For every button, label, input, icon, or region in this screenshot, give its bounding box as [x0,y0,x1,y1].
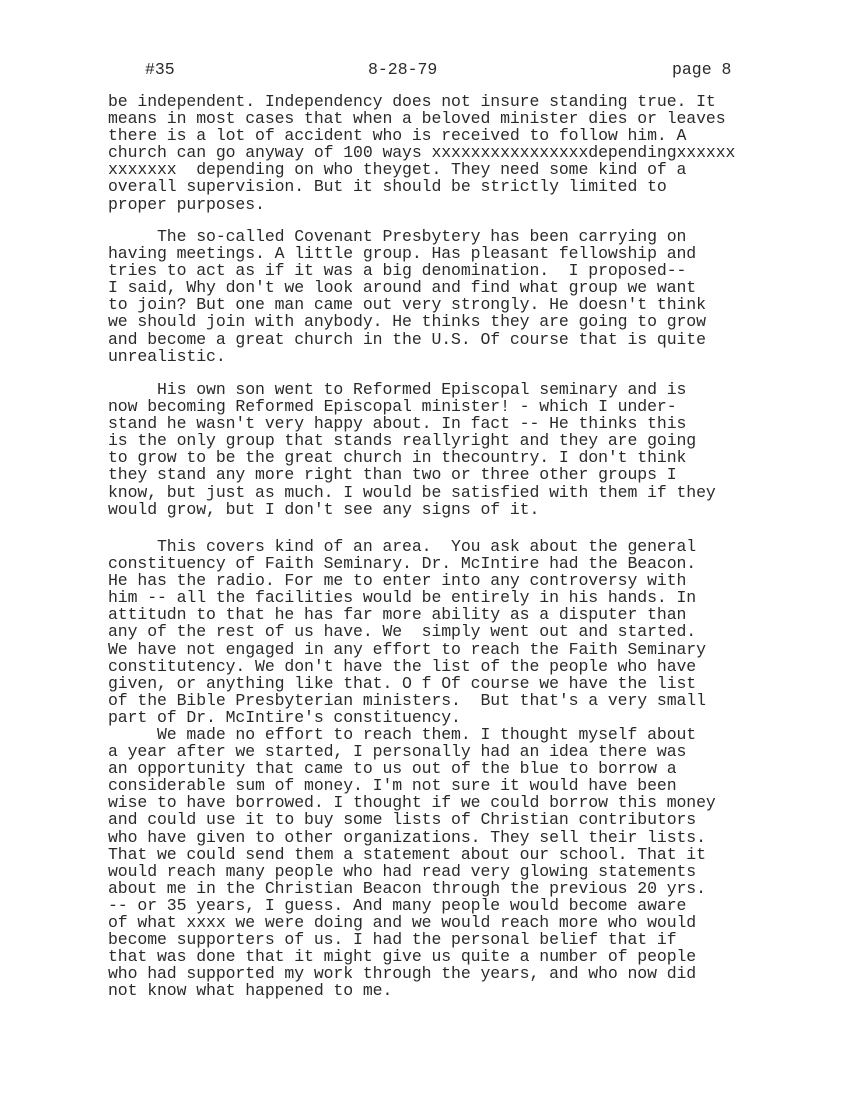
paragraph-1: be independent. Independency does not insure standing true. It means in most cases that when a beloved minister dies or leaves there is a lot of accident who is received to follow him. A church can go anyway of 100 ways xxxxxxxxxxxxxxxxdependingxxxxxx xxxxxxx depending on who theyget. They need some kind of a overall supervision. But it should be strictly limited to proper purposes. [108,92,736,214]
document-date: 8-28-79 [368,60,438,79]
page-number: page 8 [672,60,732,79]
document-number: #35 [145,60,175,79]
paragraph-3: His own son went to Reformed Episcopal seminary and is now becoming Reformed Episcopal minister! - which I under- stand he wasn't very happy about. In fact -- He thinks this is the only group that stands reallyright and they are going to grow to be the great church in thecountry. I don't think they stand any more right than two or three other groups I know, but just as much. I would be satisfied with them if they would grow, but I don't see any signs of it. [108,380,716,519]
paragraph-2: The so-called Covenant Presbytery has been carrying on having meetings. A little group. Has pleasant fellowship and tries to act as if it was a big denomination. I proposed-- I said, Why don't we look around and find what group we want to join? But one man came out very strongly. He doesn't think we should join with anybody. He thinks they are going to grow and become a great church in the U.S. Of course that is quite unrealistic. [108,227,706,366]
paragraph-4: This covers kind of an area. You ask about the general constituency of Faith Seminary. Dr. McIntire had the Beacon. He has the radio. For me to enter into any controversy with him -- all the facilities would be entirely in his hands. In attitudn to that he has far more ability as a disputer than any of the rest of us have. We simply went out and started. We have not engaged in any effort to reach the Faith Seminary constitutency. We don't have the list of the people who have given, or anything like that. O f Of course we have the list of the Bible Presbyterian ministers. But that's a very small part of Dr. McIntire's constituency. [108,537,706,727]
paragraph-5: We made no effort to reach them. I thought myself about a year after we started, I personally had an idea there was an opportunity that came to us out of the blue to borrow a considerable sum of money. I'm not sure it would have been wise to have borrowed. I thought if we could borrow this money and could use it to buy some lists of Christian contributors who have given to other organizations. They sell their lists. That we could send them a statement about our school. That it would reach many people who had read very glowing statements about me in the Christian Beacon through the previous 20 yrs. -- or 35 years, I guess. And many people would become aware of what xxxx we were doing and we would reach more who would become supporters of us. I had the personal belief that if that was done that it might give us quite a number of people who had supported my work through the years, and who now did not know what happened to me. [108,725,716,1001]
